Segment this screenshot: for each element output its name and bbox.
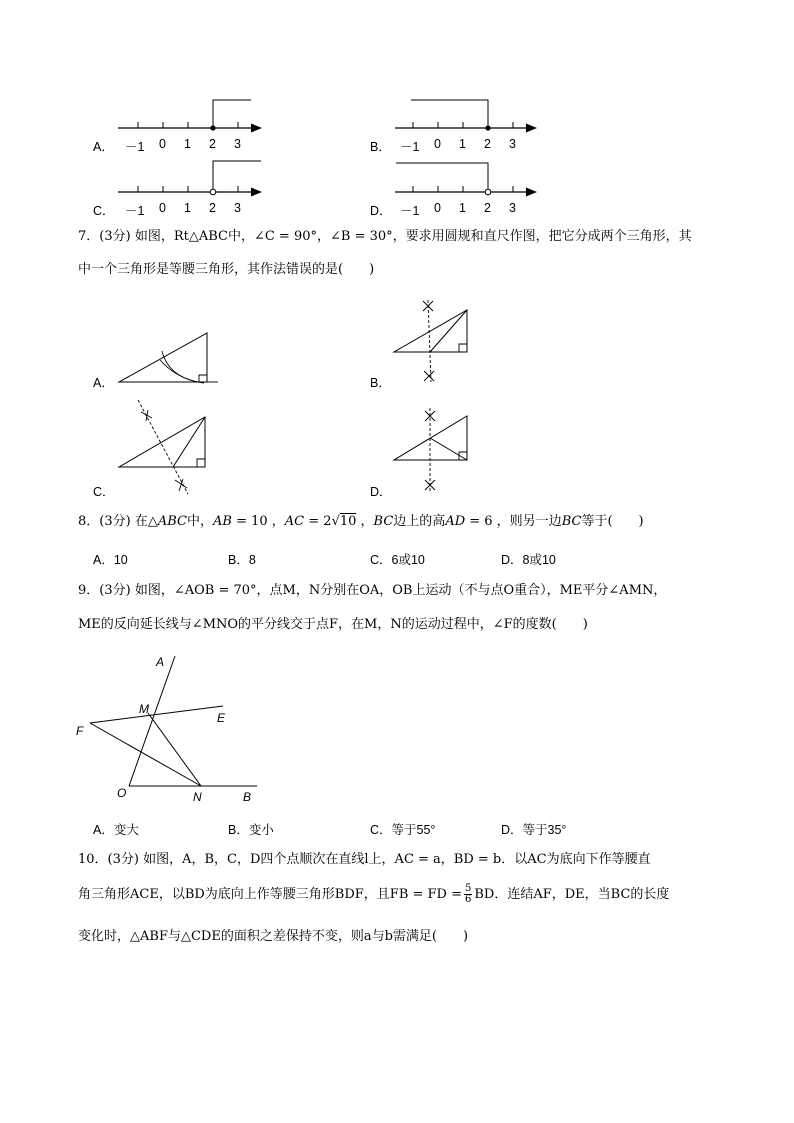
q8-text: 等于( ) [581, 514, 644, 529]
q8-radicand: 10 [339, 514, 357, 529]
q8-bc: BC [373, 514, 394, 529]
tick-label: 1 [184, 201, 191, 215]
tick-label: 2 [484, 201, 491, 215]
option-label: D． [370, 204, 392, 218]
q8-ab: AB [212, 514, 232, 529]
q10-stem-line1: 10．(3分) 如图，A，B，C，D四个点顺次在直线l上，AC = a，BD = b．以AC为底向下作等腰直 [78, 852, 651, 867]
q10-text: 角三角形ACE，以BD为底向上作等腰三角形BDF，且FB = FD = [78, 887, 462, 902]
q9-option-a[interactable]: A．变大 [93, 823, 139, 837]
tick-label: 0 [434, 201, 441, 215]
tick-label: －1 [400, 204, 420, 218]
q8-text: 8．(3分) 在 [78, 514, 148, 529]
point-label-a: A [156, 655, 165, 669]
q8-option-a[interactable]: A．10 [93, 553, 128, 567]
fraction-denominator: 6 [465, 894, 472, 905]
tick-label: 2 [209, 137, 216, 151]
q7-stem-line2: 中一个三角形是等腰三角形，其作法错误的是( ) [78, 262, 375, 277]
option-label: C． [93, 485, 115, 499]
option-label: B． [370, 140, 391, 154]
tick-label: 2 [484, 137, 491, 151]
q8-stem [78, 513, 644, 530]
q8-option-b[interactable]: B．8 [228, 553, 256, 567]
q8-option-c[interactable]: C．6或10 [370, 553, 425, 567]
q10-text: BD．连结AF，DE，当BC的长度 [474, 887, 670, 902]
tick-label: 1 [459, 201, 466, 215]
q9-stem-line2: ME的反向延长线与∠MNO的平分线交于点F，在M，N的运动过程中，∠F的度数( ) [78, 617, 588, 632]
tick-label: 3 [509, 201, 516, 215]
q9-option-c[interactable]: C．等于55° [370, 823, 436, 837]
q10-stem-line2 [78, 884, 669, 905]
tick-label: 0 [434, 137, 441, 151]
q8-text: 边上的高 [393, 514, 446, 529]
point-label-m: M [139, 702, 149, 716]
option-label: D． [370, 485, 392, 499]
q8-text: ， [356, 514, 374, 529]
point-label-f: F [76, 724, 84, 738]
q9-option-b[interactable]: B．变小 [228, 823, 274, 837]
fraction-numerator: 5 [465, 883, 472, 894]
option-label: A． [93, 140, 114, 154]
point-label-n: N [193, 790, 202, 804]
q8-ad: AD [445, 514, 466, 529]
q8-ac: AC [284, 514, 305, 529]
q8-text: = 6 ，则另一边 [465, 514, 562, 529]
option-label: A． [93, 376, 114, 390]
tick-label: －1 [125, 204, 145, 218]
sqrt-icon: √ [331, 514, 340, 529]
point-label-e: E [217, 711, 226, 725]
tick-label: 1 [459, 137, 466, 151]
q8-option-d[interactable]: D．8或10 [501, 553, 556, 567]
q8-text: = 10 ， [231, 514, 285, 529]
point-label-b: B [243, 790, 252, 804]
q7-stem-line1: 7．(3分) 如图，Rt△ABC中，∠C = 90°，∠B = 30°，要求用圆规和直尺作图，把它分成两个三角形，其 [78, 229, 692, 244]
tick-label: －1 [400, 140, 420, 154]
tick-label: 3 [234, 201, 241, 215]
q8-text: = 2 [304, 514, 332, 529]
q10-stem-line3: 变化时，△ABF与△CDE的面积之差保持不变，则a与b需满足( ) [78, 929, 469, 944]
tick-label: 3 [234, 137, 241, 151]
fraction [464, 884, 472, 905]
tick-label: 2 [209, 201, 216, 215]
option-label: C． [93, 204, 115, 218]
q8-bc: BC [561, 514, 582, 529]
option-label: B． [370, 376, 391, 390]
tick-label: －1 [125, 140, 145, 154]
q9-stem-line1: 9．(3分) 如图，∠AOB = 70°，点M，N分别在OA，OB上运动（不与点O重合），ME平分∠AMN， [78, 583, 667, 598]
q8-text: 中， [186, 514, 213, 529]
q8-triangle: △ABC [147, 514, 187, 529]
tick-label: 0 [159, 201, 166, 215]
point-label-o: O [117, 786, 127, 800]
tick-label: 0 [159, 137, 166, 151]
tick-label: 3 [509, 137, 516, 151]
tick-label: 1 [184, 137, 191, 151]
q9-option-d[interactable]: D．等于35° [501, 823, 567, 837]
